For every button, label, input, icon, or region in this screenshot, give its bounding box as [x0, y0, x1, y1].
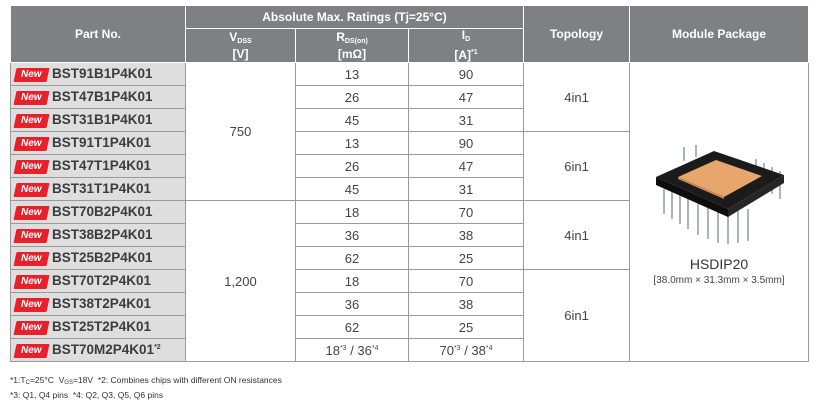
rds-cell: 13: [296, 132, 409, 155]
rds-cell: 36: [296, 293, 409, 316]
topology-cell: 6in1: [524, 132, 630, 201]
part-number: BST38B2P4K01: [52, 227, 153, 243]
part-cell: [11, 293, 186, 316]
header-vdss: [186, 29, 296, 63]
id-symbol: I: [461, 28, 466, 42]
table-row: [11, 63, 809, 86]
rds-cell: 45: [296, 109, 409, 132]
vdss-cell: 1,200: [186, 201, 296, 362]
vdss-cell: 750: [186, 63, 296, 201]
footnote-line-1: *1:TC=25°C VGS=18V *2: Combines chips with different ON resistances: [10, 375, 282, 386]
new-badge: New: [14, 91, 50, 105]
part-number: BST25B2P4K01: [52, 250, 153, 266]
part-cell: [11, 201, 186, 224]
part-cell: [11, 86, 186, 109]
id-cell: 90: [409, 63, 524, 86]
part-number: BST70M2P4K01: [52, 342, 155, 358]
rds-subscript: DS(on): [344, 37, 368, 45]
id-cell: 70: [409, 201, 524, 224]
footnote-line-2: *3: Q1, Q4 pins *4: Q2, Q3, Q5, Q6 pins: [10, 390, 164, 400]
part-number: BST70T2P4K01: [52, 273, 152, 289]
part-number: BST70B2P4K01: [52, 204, 153, 220]
part-number: BST91T1P4K01: [52, 135, 152, 151]
vdss-subscript: DSS: [237, 37, 252, 45]
rds-cell: 18: [296, 270, 409, 293]
new-badge: New: [14, 114, 50, 128]
id-cell: 25: [409, 247, 524, 270]
part-cell: [11, 316, 186, 339]
part-cell: [11, 224, 186, 247]
id-subscript: D: [465, 36, 471, 43]
id-cell: 90: [409, 132, 524, 155]
topology-cell: 4in1: [524, 63, 630, 132]
part-number: BST38T2P4K01: [52, 296, 152, 312]
new-badge: New: [14, 321, 50, 335]
id-cell: 31: [409, 109, 524, 132]
footnotes: [10, 374, 282, 401]
id-cell: 70$^{*3}$ / 38$^{*4}$: [409, 339, 524, 362]
part-cell: [11, 270, 186, 293]
id-cell: 47: [409, 86, 524, 109]
part-number: BST91B1P4K01: [52, 66, 153, 82]
id-cell: 38: [409, 293, 524, 316]
part-number: BST47T1P4K01: [52, 158, 152, 174]
rds-symbol: R: [336, 29, 345, 44]
module-package-image: [644, 139, 794, 249]
rds-cell: 13: [296, 63, 409, 86]
id-cell: 70: [409, 270, 524, 293]
id-footnote-ref: *1: [471, 49, 478, 56]
rds-cell: 18: [296, 201, 409, 224]
header-part-no: Part No.: [11, 6, 186, 63]
part-cell: [11, 178, 186, 201]
rds-cell: 36: [296, 224, 409, 247]
vdss-unit: [V]: [232, 46, 249, 61]
product-table: [10, 5, 809, 362]
part-number: BST25T2P4K01: [52, 319, 152, 335]
topology-cell: 4in1: [524, 201, 630, 270]
rds-cell: 62: [296, 316, 409, 339]
package-dimensions: [38.0mm × 31.3mm × 3.5mm]: [653, 274, 785, 286]
rds-cell: 26: [296, 155, 409, 178]
id-cell: 25: [409, 316, 524, 339]
new-badge: New: [14, 298, 50, 312]
part-footnote-ref: *2: [154, 344, 161, 352]
header-topology: Topology: [524, 6, 630, 63]
header-package: Module Package: [630, 6, 809, 63]
new-badge: New: [14, 137, 50, 151]
new-badge: New: [14, 160, 50, 174]
rds-cell: 62: [296, 247, 409, 270]
id-unit: [A]: [454, 48, 472, 62]
id-cell: 38: [409, 224, 524, 247]
header-id: [409, 29, 524, 63]
new-badge: New: [14, 344, 50, 358]
part-cell: [11, 339, 186, 362]
package-cell: [630, 63, 809, 362]
rds-cell: 26: [296, 86, 409, 109]
new-badge: New: [14, 229, 50, 243]
part-cell: [11, 63, 186, 86]
part-number: BST31T1P4K01: [52, 181, 152, 197]
topology-cell: 6in1: [524, 270, 630, 362]
header-abs-max: Absolute Max. Ratings (Tj=25°C): [186, 6, 524, 29]
part-number: BST47B1P4K01: [52, 89, 153, 105]
part-cell: [11, 155, 186, 178]
part-cell: [11, 247, 186, 270]
package-name: HSDIP20: [689, 255, 749, 272]
id-cell: 47: [409, 155, 524, 178]
part-number: BST31B1P4K01: [52, 112, 153, 128]
part-cell: [11, 109, 186, 132]
new-badge: New: [14, 252, 50, 266]
id-cell: 31: [409, 178, 524, 201]
part-cell: [11, 132, 186, 155]
vdss-symbol: V: [229, 29, 238, 44]
rds-unit: [mΩ]: [337, 46, 367, 61]
new-badge: New: [14, 68, 50, 82]
rds-cell: 18$^{*3}$ / 36$^{*4}$: [296, 339, 409, 362]
new-badge: New: [14, 206, 50, 220]
rds-cell: 45: [296, 178, 409, 201]
header-rds: [296, 29, 409, 63]
new-badge: New: [14, 275, 50, 289]
new-badge: New: [14, 183, 50, 197]
